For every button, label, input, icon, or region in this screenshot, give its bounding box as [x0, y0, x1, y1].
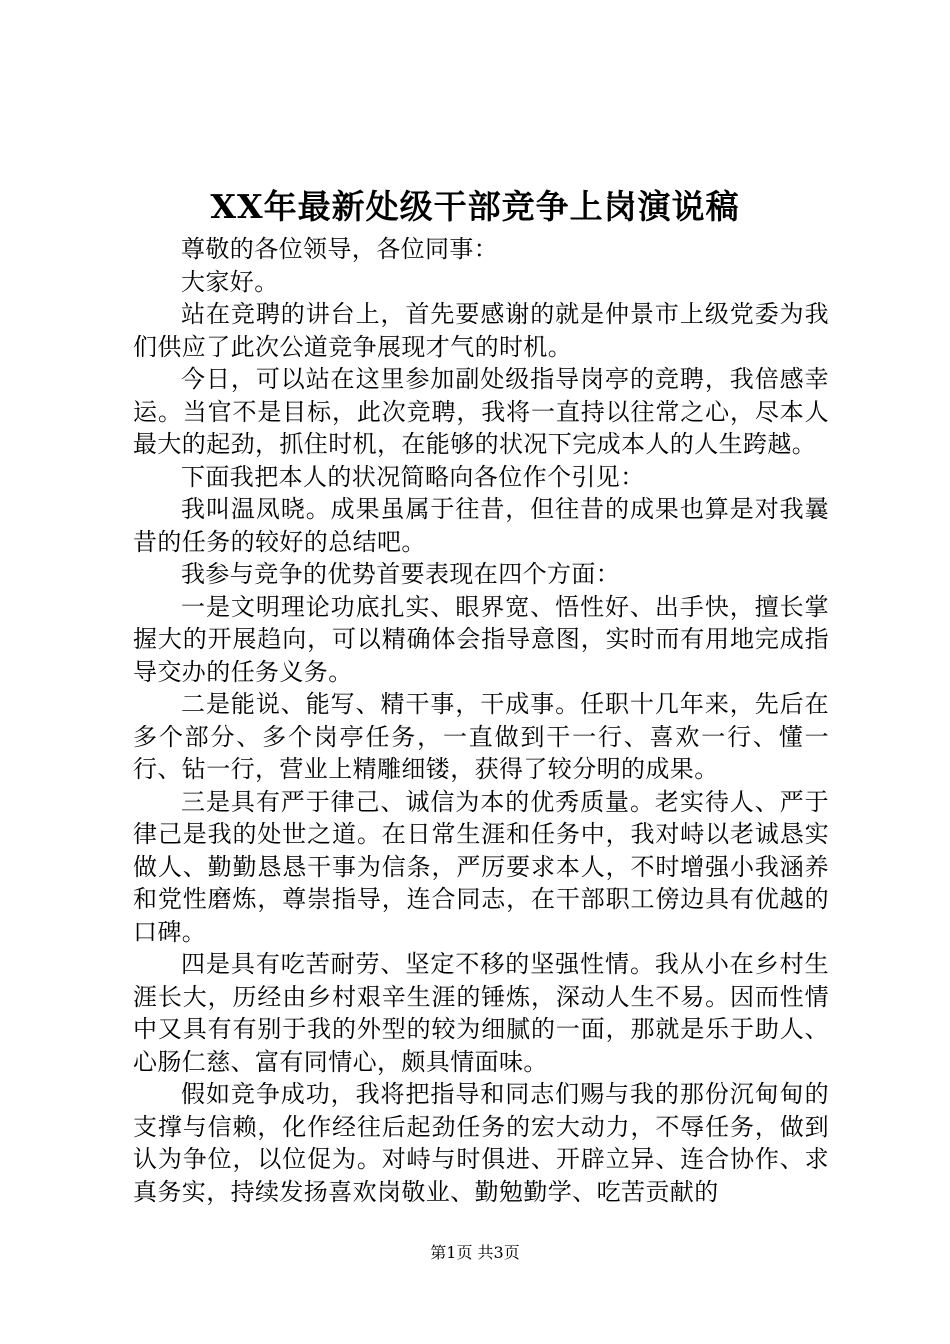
paragraph: 二是能说、能写、精干事，干成事。任职十几年来，先后在多个部分、多个岗亭任务，一直做到干一行、喜欢一行、懂一行、钻一行，营业上精雕细镂，获得了较分明的成果。: [133, 690, 829, 783]
document-title: XX年最新处级干部竞争上岗演说稿: [210, 187, 740, 226]
paragraph: 一是文明理论功底扎实、眼界宽、悟性好、出手快，擅长掌握大的开展趋向，可以精确体会指导意图，实时而有用地完成指导交办的任务义务。: [133, 592, 829, 686]
paragraph: 三是具有严于律己、诚信为本的优秀质量。老实待人、严于律己是我的处世之道。在日常生涯和任务中，我对峙以老诚恳实做人、勤勤恳恳干事为信条，严厉要求本人，不时增强小我涵养和党性磨炼，尊崇指导，连合同志，在干部职工傍边具有优越的口碑。: [133, 787, 829, 946]
paragraph: 站在竞聘的讲台上，首先要感谢的就是仲景市上级党委为我们供应了此次公道竞争展现才气的时机。: [133, 300, 829, 361]
page-number-footer: 第1页 共3页: [430, 1243, 520, 1262]
paragraph: 四是具有吃苦耐劳、坚定不移的坚强性情。我从小在乡村生涯长大，历经由乡村艰辛生涯的锤炼，深动人生不易。因而性情中又具有有别于我的外型的较为细腻的一面，那就是乐于助人、心肠仁慈、富有同情心，颇具情面味。: [133, 950, 829, 1076]
paragraph: 我参与竞争的优势首要表现在四个方面：: [181, 560, 621, 588]
paragraph-greeting: 大家好。: [181, 267, 279, 296]
document-body: [133, 233, 829, 1208]
paragraph: 假如竞争成功，我将把指导和同志们赐与我的那份沉甸甸的支撑与信赖，化作经往后起劲任务的宏大动力，不辱任务，做到认为争位，以位促为。对峙与时俱进、开辟立异、连合协作、求真务实，持续发扬喜欢岗敬业、勤勉勤学、吃苦贡献的: [133, 1080, 829, 1206]
paragraph: 今日，可以站在这里参加副处级指导岗亭的竞聘，我倍感幸运。当官不是目标，此次竞聘，我将一直持以往常之心，尽本人最大的起劲，抓住时机，在能够的状况下完成本人的人生跨越。: [133, 365, 829, 458]
paragraph: 下面我把本人的状况简略向各位作个引见：: [181, 462, 645, 491]
paragraph: 我叫温凤晓。成果虽属于往昔，但往昔的成果也算是对我曩昔的任务的较好的总结吧。: [133, 495, 829, 556]
paragraph-salutation: 尊敬的各位领导，各位同事：: [181, 235, 499, 263]
